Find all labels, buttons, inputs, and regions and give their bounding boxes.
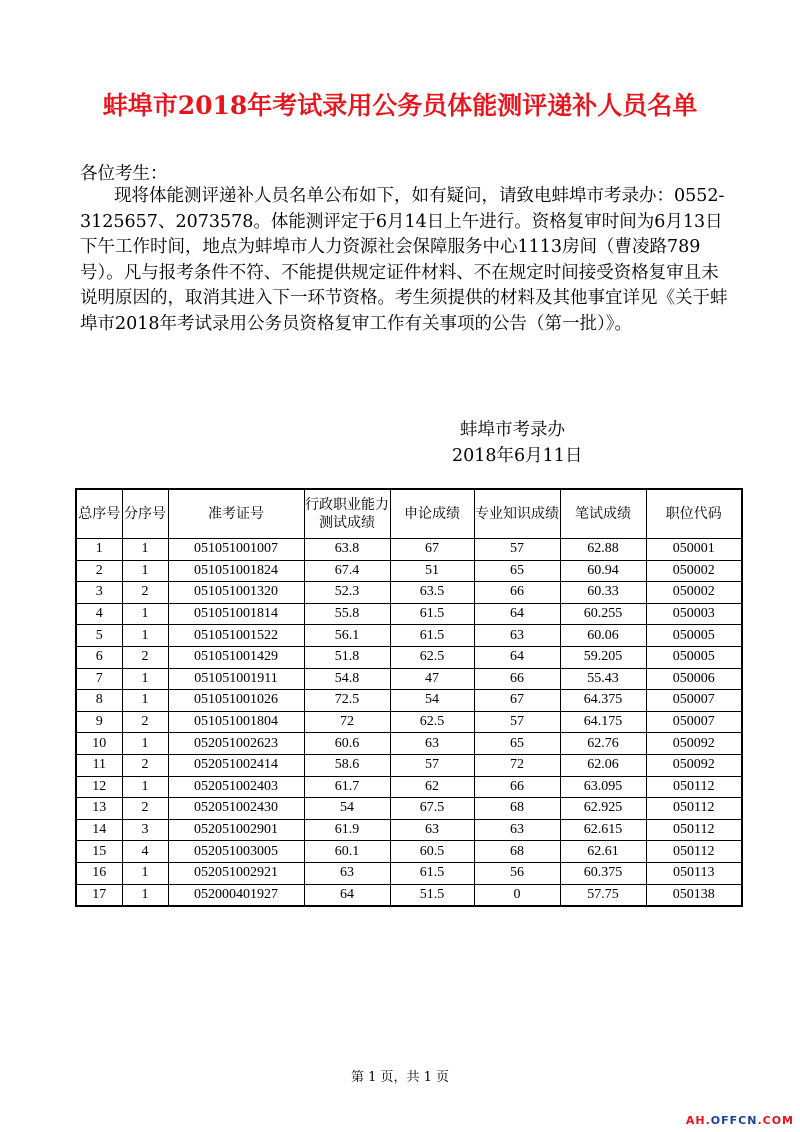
table-cell: 051051001804 (168, 711, 304, 733)
column-header: 申论成绩 (390, 489, 474, 539)
table-cell: 64 (304, 884, 390, 906)
table-cell: 68 (474, 798, 560, 820)
table-cell: 60.6 (304, 733, 390, 755)
table-cell: 052051002414 (168, 754, 304, 776)
column-header: 总序号 (76, 489, 122, 539)
table-cell: 51.5 (390, 884, 474, 906)
table-cell: 1 (122, 625, 168, 647)
table-cell: 61.5 (390, 625, 474, 647)
column-header: 笔试成绩 (560, 489, 646, 539)
table-row (76, 776, 742, 798)
table-cell: 050006 (646, 668, 742, 690)
table-cell: 64.375 (560, 690, 646, 712)
table-cell: 59.205 (560, 646, 646, 668)
table-cell: 3 (122, 819, 168, 841)
table-cell: 62.88 (560, 539, 646, 561)
table-cell: 1 (122, 862, 168, 884)
table-cell: 052051002430 (168, 798, 304, 820)
table-cell: 052051002901 (168, 819, 304, 841)
table-body (76, 539, 742, 907)
table-cell: 052000401927 (168, 884, 304, 906)
table-cell: 62.925 (560, 798, 646, 820)
table-cell: 62.76 (560, 733, 646, 755)
table-row (76, 560, 742, 582)
table-cell: 61.5 (390, 862, 474, 884)
table-cell: 64.175 (560, 711, 646, 733)
table-cell: 050112 (646, 776, 742, 798)
table-cell: 67.4 (304, 560, 390, 582)
signature-org: 蚌埠市考录办 (460, 420, 565, 440)
table-cell: 1 (122, 560, 168, 582)
table-cell: 67 (474, 690, 560, 712)
table-cell: 55.8 (304, 603, 390, 625)
table-row (76, 711, 742, 733)
table-cell: 050092 (646, 733, 742, 755)
table-cell: 12 (76, 776, 122, 798)
column-header: 分序号 (122, 489, 168, 539)
page-title: 蚌埠市2018年考试录用公务员体能测评递补人员名单 (102, 91, 698, 120)
page-footer: 第 1 页，共 1 页 (350, 1070, 450, 1085)
table-header-row (76, 489, 742, 539)
table-cell: 52.3 (304, 582, 390, 604)
table-cell: 050005 (646, 646, 742, 668)
table-cell: 052051002921 (168, 862, 304, 884)
table-cell: 050003 (646, 603, 742, 625)
table-cell: 052051002403 (168, 776, 304, 798)
table-cell: 5 (76, 625, 122, 647)
table-cell: 1 (122, 884, 168, 906)
table-cell: 63 (474, 819, 560, 841)
column-header: 准考证号 (168, 489, 304, 539)
table-row (76, 754, 742, 776)
table-cell: 62.06 (560, 754, 646, 776)
table-cell: 050002 (646, 582, 742, 604)
table-row (76, 582, 742, 604)
table-cell: 050113 (646, 862, 742, 884)
table-cell: 050007 (646, 690, 742, 712)
table-cell: 050112 (646, 798, 742, 820)
table-cell: 56.1 (304, 625, 390, 647)
table-cell: 050002 (646, 560, 742, 582)
signature-date: 2018年6月11日 (452, 446, 583, 466)
table-cell: 050138 (646, 884, 742, 906)
table-cell: 60.06 (560, 625, 646, 647)
table-cell: 050112 (646, 819, 742, 841)
table-cell: 57 (474, 711, 560, 733)
column-header: 专业知识成绩 (474, 489, 560, 539)
table-cell: 47 (390, 668, 474, 690)
table-row (76, 841, 742, 863)
table-cell: 72 (474, 754, 560, 776)
table-cell: 51 (390, 560, 474, 582)
table-row (76, 819, 742, 841)
table-cell: 60.255 (560, 603, 646, 625)
table-cell: 3 (76, 582, 122, 604)
table-cell: 051051001320 (168, 582, 304, 604)
table-cell: 61.7 (304, 776, 390, 798)
table-cell: 4 (122, 841, 168, 863)
site-watermark (686, 1114, 794, 1127)
table-row (76, 733, 742, 755)
table-cell: 051051001814 (168, 603, 304, 625)
table-cell: 050001 (646, 539, 742, 561)
table-cell: 050112 (646, 841, 742, 863)
table-cell: 57.75 (560, 884, 646, 906)
table-cell: 2 (122, 754, 168, 776)
table-cell: 60.5 (390, 841, 474, 863)
table-cell: 2 (122, 711, 168, 733)
table-cell: 63 (474, 625, 560, 647)
table-cell: 61.5 (390, 603, 474, 625)
table-cell: 57 (390, 754, 474, 776)
table-cell: 051051001824 (168, 560, 304, 582)
table-cell: 72 (304, 711, 390, 733)
table-cell: 72.5 (304, 690, 390, 712)
table-cell: 65 (474, 560, 560, 582)
table-cell: 62.5 (390, 711, 474, 733)
table-cell: 63.8 (304, 539, 390, 561)
table-cell: 1 (122, 733, 168, 755)
table-cell: 64 (474, 646, 560, 668)
table-cell: 62.615 (560, 819, 646, 841)
table-cell: 13 (76, 798, 122, 820)
table-cell: 58.6 (304, 754, 390, 776)
roster-table (75, 488, 743, 907)
table-cell: 60.375 (560, 862, 646, 884)
watermark-middle: OFFCN (710, 1114, 758, 1127)
table-cell: 2 (122, 798, 168, 820)
table-cell: 052051002623 (168, 733, 304, 755)
table-row (76, 862, 742, 884)
table-cell: 56 (474, 862, 560, 884)
table-cell: 11 (76, 754, 122, 776)
table-cell: 60.94 (560, 560, 646, 582)
table-cell: 63.5 (390, 582, 474, 604)
table-cell: 51.8 (304, 646, 390, 668)
table-cell: 62.61 (560, 841, 646, 863)
table-cell: 051051001007 (168, 539, 304, 561)
table-cell: 68 (474, 841, 560, 863)
table-cell: 1 (76, 539, 122, 561)
table-row (76, 646, 742, 668)
table-row (76, 539, 742, 561)
table-cell: 66 (474, 776, 560, 798)
table-row (76, 690, 742, 712)
table-cell: 64 (474, 603, 560, 625)
table-cell: 54 (390, 690, 474, 712)
table-cell: 62 (390, 776, 474, 798)
table-cell: 10 (76, 733, 122, 755)
table-cell: 63 (390, 733, 474, 755)
table-cell: 050092 (646, 754, 742, 776)
table-cell: 051051001026 (168, 690, 304, 712)
table-row (76, 884, 742, 906)
table-cell: 2 (76, 560, 122, 582)
table-cell: 63 (304, 862, 390, 884)
table-cell: 0 (474, 884, 560, 906)
table-row (76, 668, 742, 690)
table-cell: 6 (76, 646, 122, 668)
table-cell: 2 (122, 582, 168, 604)
table-cell: 62.5 (390, 646, 474, 668)
table-cell: 051051001911 (168, 668, 304, 690)
greeting: 各位考生： (80, 164, 168, 184)
table-cell: 050007 (646, 711, 742, 733)
watermark-prefix: AH. (685, 1114, 711, 1127)
column-header: 职位代码 (646, 489, 742, 539)
table-cell: 67.5 (390, 798, 474, 820)
table-cell: 60.1 (304, 841, 390, 863)
table-row (76, 798, 742, 820)
table-cell: 14 (76, 819, 122, 841)
table-cell: 1 (122, 776, 168, 798)
table-cell: 15 (76, 841, 122, 863)
table-cell: 051051001429 (168, 646, 304, 668)
table-cell: 7 (76, 668, 122, 690)
table-cell: 63 (390, 819, 474, 841)
table-cell: 67 (390, 539, 474, 561)
table-cell: 60.33 (560, 582, 646, 604)
table-cell: 2 (122, 646, 168, 668)
table-cell: 54.8 (304, 668, 390, 690)
watermark-suffix: .COM (757, 1114, 794, 1127)
table-cell: 051051001522 (168, 625, 304, 647)
table-cell: 66 (474, 668, 560, 690)
notice-body: 现将体能测评递补人员名单公布如下，如有疑问，请致电蚌埠市考录办：0552-3125657、2073578。体能测评定于6月14日上午进行。资格复审时间为6月13日下午工作时间，地点为蚌埠市人力资源社会保障服务中心1113房间（曹凌路789号）。凡与报考条件不符、不能提供规定证件材料、不在规定时间接受资格复审且未说明原因的，取消其进入下一环节资格。考生须提供的材料及其他事宜详见《关于蚌埠市2018年考试录用公务员资格复审工作有关事项的公告（第一批）》。 (80, 186, 728, 334)
table-cell: 65 (474, 733, 560, 755)
table-cell: 1 (122, 603, 168, 625)
table-cell: 4 (76, 603, 122, 625)
table-cell: 54 (304, 798, 390, 820)
table-cell: 55.43 (560, 668, 646, 690)
table-cell: 1 (122, 690, 168, 712)
table-cell: 052051003005 (168, 841, 304, 863)
table-row (76, 625, 742, 647)
table-cell: 9 (76, 711, 122, 733)
table-cell: 63.095 (560, 776, 646, 798)
table-cell: 050005 (646, 625, 742, 647)
table-cell: 1 (122, 668, 168, 690)
table-cell: 16 (76, 862, 122, 884)
table-cell: 8 (76, 690, 122, 712)
table-cell: 66 (474, 582, 560, 604)
table-cell: 17 (76, 884, 122, 906)
table-cell: 57 (474, 539, 560, 561)
table-cell: 1 (122, 539, 168, 561)
column-header: 行政职业能力测试成绩 (304, 489, 390, 539)
table-cell: 61.9 (304, 819, 390, 841)
table-row (76, 603, 742, 625)
